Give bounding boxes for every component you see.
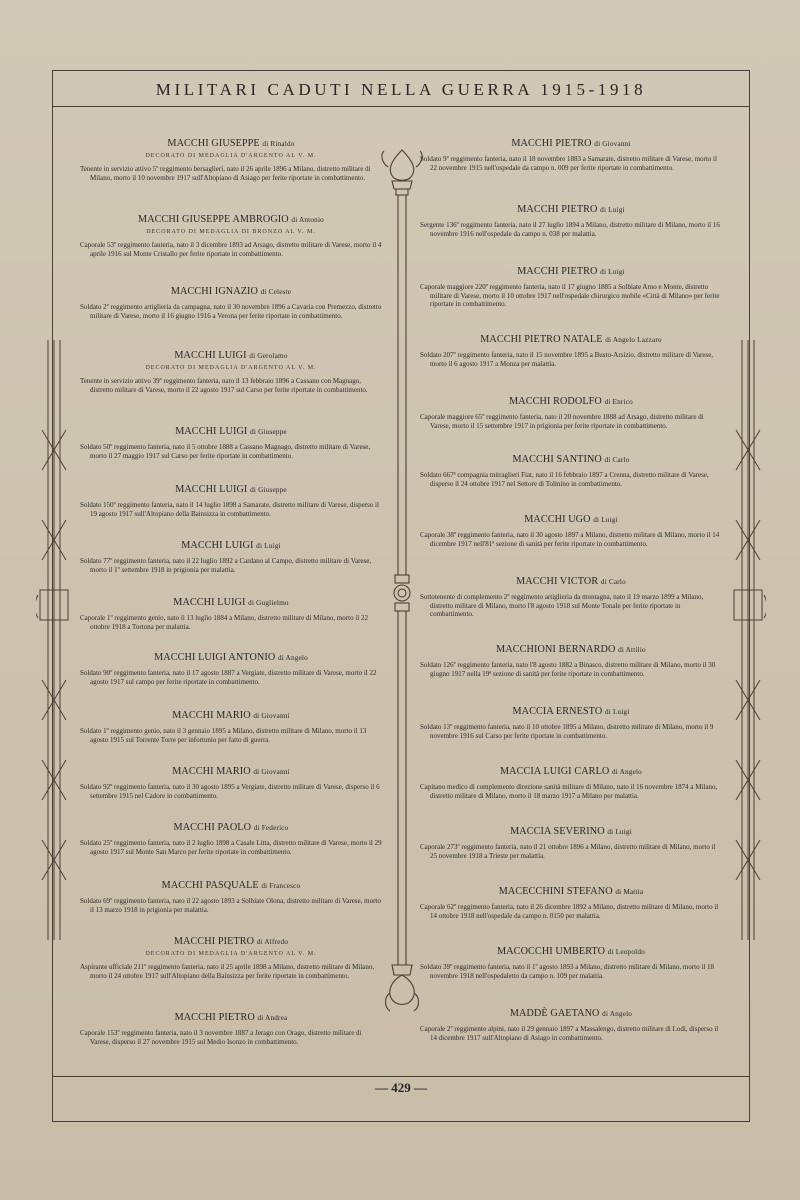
right-fasces-ornament <box>730 340 766 940</box>
entry-macchi-luigi-luigi <box>80 540 382 574</box>
entry-macchi-giuseppe-rinaldo <box>80 138 382 182</box>
entry-name: MACCHI MARIO di Giovanni <box>172 710 290 721</box>
entry-name: MACCHI GIUSEPPE AMBROGIO di Antonio <box>138 214 324 225</box>
entry-text: Soldato 77º reggimento fanteria, nato il 22 luglio 1892 a Cardano al Campo, distretto militare di Varese, morto il 1º settembre 1918 in prigionia per malattia. <box>80 557 372 574</box>
entry-name: MACCHI PAOLO di Federico <box>173 822 289 833</box>
entry-macchi-rodolfo <box>420 396 722 430</box>
entry-text: Caporale 153º reggimento fanteria, nato il 3 novembre 1887 a Jerago con Orago, distretto militare di Varese, disperso il 27 novembre 1915 sul Medio Isonzo in combattimento. <box>80 1029 362 1046</box>
entry-text: Soldato 25º reggimento fanteria, nato il 2 luglio 1898 a Casale Litta, distretto militare di Varese, morto il 29 agosto 1917 sul Monte San Marco per ferite riportate in combattimento. <box>80 839 382 856</box>
entry-macchi-luigi-antonio <box>80 652 382 686</box>
entry-decoration: DECORATO DI MEDAGLIA D'ARGENTO AL V. M. <box>145 365 317 371</box>
entry-text: Caporale 2º reggimento alpini, nato il 29 gennaio 1897 a Massalengo, distretto militare di Lodi, disperso il 14 dicembre 1917 sull'Altopiano di Asiago in combattimento. <box>420 1025 719 1042</box>
header-rule <box>52 106 750 107</box>
entry-text: Sergente 136º reggimento fanteria, nato il 27 luglio 1894 a Milano, distretto militare di Milano, morto il 16 novembre 1916 nell'ospedale da campo n. 038 per malattia. <box>420 221 720 238</box>
entry-macchi-pietro-luigi-2 <box>420 266 722 309</box>
entry-macchi-pietro-alfredo <box>80 936 382 980</box>
entry-madde-gaetano <box>420 1008 722 1042</box>
entry-name: MACECCHINI STEFANO di Mattia <box>498 886 644 897</box>
entry-text: Caporale maggiore 65º reggimento fanteria, nato il 20 novembre 1888 ad Arsago, distretto militare di Varese, morto il 15 settembre 1917 in prigionia per ferite riportate in combattimento. <box>420 413 704 430</box>
entry-macchi-pietro-giovanni <box>420 138 722 172</box>
entry-macchi-paolo <box>80 822 382 856</box>
entry-text: Soldato 50º reggimento fanteria, nato il 5 ottobre 1888 a Cassano Magnago, distretto militare di Varese, morto il 27 maggio 1917 sul Carso per ferite riportate in combattimento. <box>80 443 371 460</box>
entry-name: MACCHI UGO di Luigi <box>524 514 618 525</box>
entry-name: MACOCCHI UMBERTO di Leopoldo <box>497 946 645 957</box>
entry-macchi-luigi-gerolamo <box>80 350 382 394</box>
center-pole-ornament <box>380 145 424 1025</box>
entry-name: MACCHI PIETRO di Andrea <box>174 1012 288 1023</box>
entry-text: Soldato 69º reggimento fanteria, nato il 22 agosto 1893 a Solbiate Olona, distretto militare di Varese, morto il 13 marzo 1918 in prigionia per malattia. <box>80 897 381 914</box>
entry-macchi-luigi-giuseppe-2 <box>80 484 382 518</box>
entry-name: MADDÈ GAETANO di Angelo <box>509 1008 633 1019</box>
entry-text: Caporale 1º reggimento genio, nato il 13 luglio 1884 a Milano, distretto militare di Milano, morto il 22 ottobre 1918 a Tortona per malattia. <box>80 614 368 631</box>
entry-name: MACCHI LUIGI di Gerolamo <box>174 350 288 361</box>
entry-name: MACCHI LUIGI di Luigi <box>181 540 281 551</box>
entry-text: Caporale 38º reggimento fanteria, nato il 30 agosto 1897 a Milano, distretto militare di Milano, morto il 14 dicembre 1917 nell'81ª sezione di sanità per ferite riportate in combattimento. <box>420 531 720 548</box>
entry-text: Soldato 126º reggimento fanteria, nato l'8 agosto 1882 a Binasco, distretto militare di Milano, morto il 30 giugno 1917 nella 19ª sezione di sanità per ferite riportate in combattimento. <box>420 661 716 678</box>
entry-name: MACCHI IGNAZIO di Celeste <box>170 286 292 297</box>
entry-name: MACCHI MARIO di Giovanni <box>172 766 290 777</box>
left-fasces-ornament <box>36 340 72 940</box>
entry-name: MACCHI GIUSEPPE di Rinaldo <box>167 138 295 149</box>
entry-macchi-giuseppe-ambrogio <box>80 214 382 258</box>
entry-name: MACCHI VICTOR di Carlo <box>516 576 626 587</box>
entry-text: Soldato 150º reggimento fanteria, nato il 14 luglio 1898 a Samarate, distretto militare di Varese, disperso il 19 agosto 1917 sull'Altopiano della Bainsizza in combattimento. <box>80 501 379 518</box>
entry-decoration: DECORATO DI MEDAGLIA DI BRONZO AL V. M. <box>146 229 316 235</box>
entry-macchi-victor <box>420 576 722 619</box>
entry-macchi-mario-giovanni-1 <box>80 710 382 744</box>
page-title: MILITARI CADUTI NELLA GUERRA 1915-1918 <box>155 80 647 99</box>
footer-rule <box>52 1076 750 1077</box>
entry-text: Soldato 667ª compagnia mitraglieri Fiat, nato il 16 febbraio 1897 a Crenna, distretto militare di Varese, disperso il 24 ottobre 1917 nel Settore di Tolmino in combattimento. <box>420 471 709 488</box>
entry-text: Tenente in servizio attivo 39º reggimento fanteria, nato il 13 febbraio 1896 a Cassano con Magnago, distretto militare di Varese, morto il 22 agosto 1917 sul Carso per ferite riportate in combattimento. <box>80 377 368 394</box>
entry-name: MACCHI LUIGI ANTONIO di Angelo <box>154 652 308 663</box>
entry-maccia-luigi-carlo <box>420 766 722 800</box>
entry-text: Tenente in servizio attivo 5º reggimento bersaglieri, nato il 26 aprile 1896 a Milano, distretto militare di Milano, morto il 10 novembre 1917 sull'Altopiano di Asiago per ferite riportate in combattimento. <box>80 165 371 182</box>
entry-name: MACCHI PASQUALE di Francesco <box>161 880 301 891</box>
entry-text: Soldato 1º reggimento genio, nato il 3 gennaio 1895 a Milano, distretto militare di Milano, morto il 13 agosto 1915 sul Torrente Torre per infortunio per fatto di guerra. <box>80 727 367 744</box>
entry-text: Capitano medico di complemento direzione sanità militare di Milano, nato il 16 novembre 1874 a Milano, distretto militare di Milano, morto il 18 marzo 1917 a Milano per malattia. <box>420 783 718 800</box>
entry-text: Soldato 13º reggimento fanteria, nato il 10 ottobre 1895 a Milano, distretto militare di Milano, morto il 9 novembre 1916 sul Carso per ferite riportate in combattimento. <box>420 723 714 740</box>
entry-maccia-ernesto <box>420 706 722 740</box>
entry-name: MACCHI LUIGI di Giuseppe <box>175 426 287 437</box>
entry-text: Caporale 53º reggimento fanteria, nato il 3 dicembre 1893 ad Arsago, distretto militare di Varese, morto il 4 aprile 1916 sul Monte Cristallo per ferite riportate in combattimento. <box>80 241 382 258</box>
entry-macchi-pietro-natale <box>420 334 722 368</box>
entry-name: MACCHI PIETRO di Luigi <box>517 204 625 215</box>
entry-text: Caporale maggiore 220º reggimento fanteria, nato il 17 giugno 1885 a Solbiate Arno e Monte, distretto militare di Varese, morto il 10 ottobre 1917 nell'ospedale chirurgico mobile «Città di Milano» per ferite riportate in combattimento. <box>420 283 720 309</box>
entry-name: MACCHI LUIGI di Giuseppe <box>175 484 287 495</box>
entry-maccia-severino <box>420 826 722 860</box>
entry-macchi-luigi-giuseppe-1 <box>80 426 382 460</box>
entry-name: MACCIA ERNESTO di Luigi <box>512 706 630 717</box>
entry-text: Caporale 273º reggimento fanteria, nato il 21 ottobre 1896 a Milano, distretto militare di Milano, morto il 25 novembre 1918 a Trieste per malattia. <box>420 843 716 860</box>
entry-macchi-pietro-luigi-1 <box>420 204 722 238</box>
entry-name: MACCHI PIETRO di Luigi <box>517 266 625 277</box>
entry-text: Caporale 62º reggimento fanteria, nato il 26 dicembre 1892 a Milano, distretto militare di Milano, morto il 14 ottobre 1918 nell'ospedale da campo n. 0150 per malattia. <box>420 903 719 920</box>
entry-name: MACCHI LUIGI di Guglielmo <box>173 597 289 608</box>
entry-name: MACCHI PIETRO di Alfredo <box>173 936 289 947</box>
entry-text: Soldato 9º reggimento fanteria, nato il 18 novembre 1883 a Samarate, distretto militare di Varese, morto il 22 novembre 1915 nell'ospedale da campo n. 009 per ferite riportate in combattimento. <box>420 155 717 172</box>
entry-decoration: DECORATO DI MEDAGLIA D'ARGENTO AL V. M. <box>145 153 317 159</box>
entry-macecchini-stefano <box>420 886 722 920</box>
entry-macchi-pietro-andrea <box>80 1012 382 1046</box>
entry-macchioni-bernardo <box>420 644 722 678</box>
entry-name: MACCHI RODOLFO di Enrico <box>509 396 633 407</box>
entry-text: Soldato 92º reggimento fanteria, nato il 30 agosto 1895 a Vergiate, distretto militare di Varese, disperso il 6 settembre 1915 nel Cadore in combattimento. <box>80 783 380 800</box>
entry-macchi-santino <box>420 454 722 488</box>
entry-text: Sottotenente di complemento 2º reggimento artiglieria da montagna, nato il 19 marzo 1899 a Milano, distretto militare di Milano, morto l'8 agosto 1918 sul Monte Tonale per ferite riportate in combattimento. <box>420 593 704 619</box>
entry-text: Soldato 2º reggimento artiglieria da campagna, nato il 30 novembre 1896 a Cavaria con Premezzo, distretto militare di Varese, morto il 16 giugno 1916 a Verona per ferite riportate in combattimento. <box>80 303 382 320</box>
entry-macchi-ugo <box>420 514 722 548</box>
entry-text: Soldato 39º reggimento fanteria, nato il 1º agosto 1893 a Milano, distretto militare di Milano, morto il 18 novembre 1918 nell'ospedaletto da campo n. 109 per malattia. <box>420 963 715 980</box>
entry-name: MACCHI PIETRO NATALE di Angelo Lazzaro <box>480 334 662 345</box>
entry-text: Soldato 90º reggimento fanteria, nato il 17 agosto 1887 a Vergiate, distretto militare di Varese, morto il 22 agosto 1917 sul campo per ferite riportate in combattimento. <box>80 669 377 686</box>
entry-macocchi-umberto <box>420 946 722 980</box>
entry-name: MACCIA LUIGI CARLO di Angelo <box>500 766 642 777</box>
entry-name: MACCHI PIETRO di Giovanni <box>511 138 631 149</box>
entry-name: MACCHIONI BERNARDO di Attilio <box>496 644 646 655</box>
entry-text: Soldato 207º reggimento fanteria, nato il 15 novembre 1895 a Busto-Arsizio, distretto militare di Varese, morto il 6 agosto 1917 a Monza per malattia. <box>420 351 714 368</box>
entry-macchi-pasquale <box>80 880 382 914</box>
entry-macchi-mario-giovanni-2 <box>80 766 382 800</box>
entry-macchi-luigi-guglielmo <box>80 597 382 631</box>
entry-decoration: DECORATO DI MEDAGLIA D'ARGENTO AL V. M. <box>145 951 317 957</box>
entry-name: MACCHI SANTINO di Carlo <box>512 454 630 465</box>
entry-macchi-ignazio <box>80 286 382 320</box>
entry-text: Aspirante ufficiale 211º reggimento fanteria, nato il 25 aprile 1898 a Milano, distretto militare di Milano, morto il 24 ottobre 1917 sull'Altopiano della Bainsizza per ferite riportate in combattimento. <box>80 963 375 980</box>
entry-name: MACCIA SEVERINO di Luigi <box>510 826 632 837</box>
page-number: — 429 — <box>375 1080 427 1095</box>
